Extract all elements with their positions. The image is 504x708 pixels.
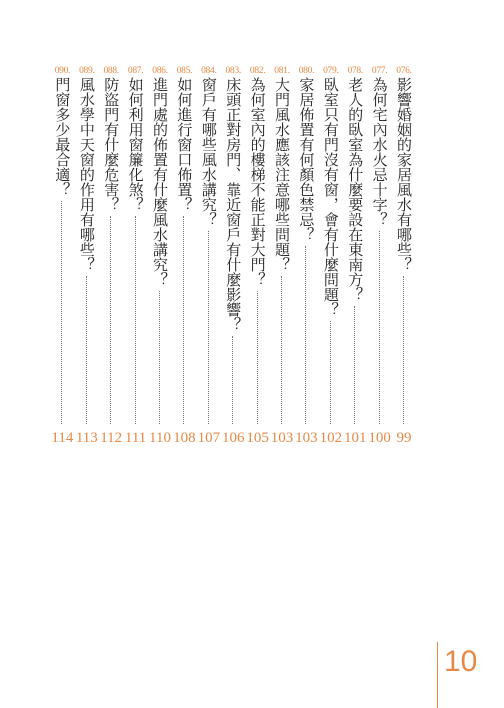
entry-number: 079. (323, 66, 339, 76)
entry-page: 103 (295, 430, 318, 446)
page-number: 10 (444, 645, 478, 678)
entry-number: 088. (103, 66, 119, 76)
toc-entry[interactable] (148, 66, 172, 446)
entry-page: 113 (75, 430, 98, 446)
entry-page: 106 (221, 430, 245, 446)
entry-title: 如何進行窗口佈置？ (175, 77, 194, 212)
table-of-contents (52, 66, 416, 446)
entry-page: 111 (124, 430, 147, 446)
entry-number: 084. (201, 66, 217, 76)
toc-entry[interactable] (294, 66, 318, 446)
entry-page: 102 (319, 430, 343, 446)
toc-entry[interactable] (246, 66, 270, 446)
entry-number: 081. (274, 66, 290, 76)
entry-title: 為何宅內水火忌十字？ (370, 77, 389, 227)
dot-leader (403, 276, 404, 424)
entry-title: 防盜門有什麼危害？ (102, 77, 121, 212)
dot-leader (110, 216, 111, 424)
entry-page: 99 (396, 430, 412, 446)
entry-page: 108 (173, 430, 196, 446)
toc-entry[interactable] (368, 66, 392, 446)
entry-number: 089. (79, 66, 95, 76)
dot-leader (208, 231, 209, 424)
dot-leader (379, 231, 380, 424)
entry-number: 078. (347, 66, 363, 76)
entry-title: 窗戶有哪些風水講究？ (199, 77, 218, 227)
entry-number: 090. (54, 66, 71, 76)
entry-title: 影響婚姻的家居風水有哪些？ (395, 77, 413, 272)
entry-number: 077. (371, 66, 388, 76)
entry-number: 082. (249, 66, 266, 76)
entry-title: 臥室只有門沒有窗，會有什麼問題？ (321, 77, 340, 317)
toc-entry[interactable] (75, 66, 99, 446)
toc-entry[interactable] (197, 66, 221, 446)
dot-leader (159, 291, 160, 424)
dot-leader (257, 291, 258, 424)
toc-entry[interactable] (392, 66, 416, 446)
entry-page: 101 (343, 430, 367, 446)
entry-page: 100 (368, 430, 391, 446)
entry-page: 112 (100, 430, 123, 446)
entry-number: 086. (152, 66, 168, 76)
dot-leader (281, 276, 282, 424)
entry-number: 085. (176, 66, 193, 76)
entry-number: 087. (127, 66, 144, 76)
dot-leader (354, 306, 355, 424)
dot-leader (86, 276, 87, 424)
dot-leader (61, 201, 62, 424)
toc-entry[interactable] (343, 66, 367, 446)
entry-title: 為何室內的樓梯不能正對大門？ (248, 77, 267, 287)
entry-title: 門窗多少最合適？ (53, 77, 72, 197)
toc-entry[interactable] (172, 66, 196, 446)
toc-entry[interactable] (99, 66, 123, 446)
entry-page: 114 (51, 430, 74, 446)
entry-number: 076. (396, 66, 412, 76)
entry-page: 107 (197, 430, 221, 446)
entry-title: 家居佈置有何顏色禁忌？ (297, 77, 316, 242)
entry-title: 如何利用窗簾化煞？ (126, 77, 145, 212)
entry-page: 110 (149, 430, 171, 446)
entry-title: 床頭正對房門、靠近窗戶有什麼影響？ (224, 77, 243, 332)
entry-title: 進門處的佈置有什麼風水講究？ (151, 77, 169, 287)
entry-page: 105 (246, 430, 269, 446)
entry-number: 080. (298, 66, 315, 76)
dot-leader (232, 336, 233, 424)
dot-leader (305, 246, 306, 424)
toc-entry[interactable] (319, 66, 343, 446)
entry-page: 103 (270, 430, 294, 446)
dot-leader (183, 216, 184, 424)
dot-leader (135, 216, 136, 424)
entry-number: 083. (225, 66, 241, 76)
entry-title: 大門風水應該注意哪些問題？ (273, 77, 291, 272)
toc-entry[interactable] (124, 66, 148, 446)
toc-entry[interactable] (270, 66, 294, 446)
entry-title: 老人的臥室為什麼要設在東南方？ (346, 77, 365, 302)
page-number-divider (437, 642, 438, 708)
dot-leader (330, 321, 331, 424)
toc-entry[interactable] (221, 66, 245, 446)
toc-entry[interactable] (50, 66, 74, 446)
entry-title: 風水學中天窗的作用有哪些？ (77, 77, 96, 272)
